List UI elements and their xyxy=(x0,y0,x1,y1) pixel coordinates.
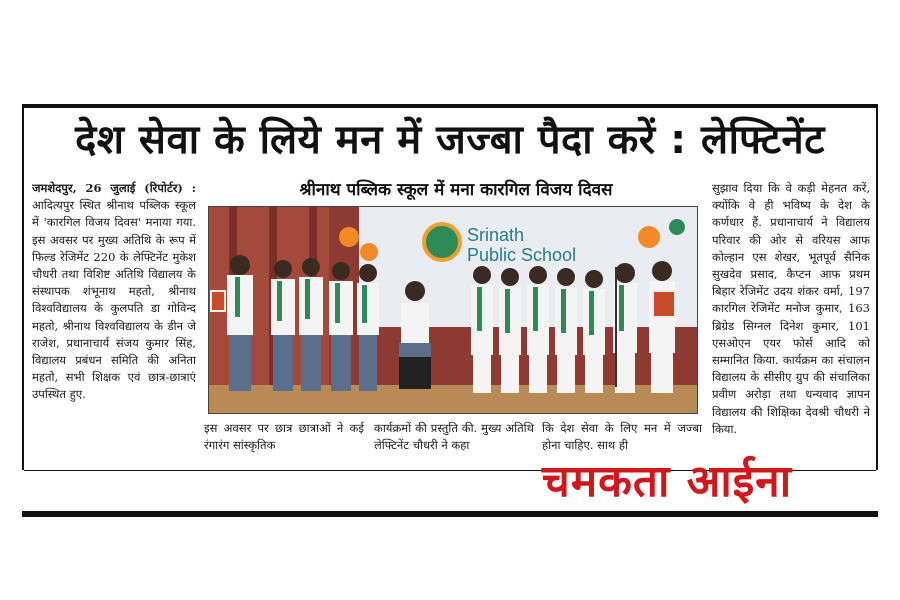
dateline: जमशेदपुर, 26 जुलाई (रिपोर्टर) : xyxy=(32,181,196,195)
right-border xyxy=(876,108,878,470)
column-bottom-2: कार्यक्रमों की प्रस्तुति की. मुख्य अतिथि लेफ्टिनेंट चौधरी ने कहा xyxy=(374,421,534,453)
column-bottom-1: इस अवसर पर छात्र छात्राओं ने कई रंगारंग सांस्कृतिक xyxy=(204,421,364,453)
article-photo xyxy=(208,206,698,414)
banner-text-2: Public School xyxy=(467,245,577,265)
article-column-left xyxy=(32,180,196,465)
banner-text-1: Srinath xyxy=(467,225,525,245)
article-subheadline: श्रीनाथ पब्लिक स्कूल में मना कारगिल विजय दिवस xyxy=(299,180,613,200)
column-left-text: आदित्यपुर स्थित श्रीनाथ पब्लिक स्कूल में 'कारगिल विजय दिवस' मनाया गया. इस अवसर पर मुख्य अतिथि के रूप में फिल्ड रेजिमेंट 220 के लेफ्टिनेंट मुकेश चौधरी तथा विशिष्ट अतिथि विद्यालय के संस्थापक शंभूनाथ महतो, श्रीनाथ विश्वविद्यालय के कुलपति डा गोविन्द महतो, श्रीनाथ विश्वविद्यालय के डीन जे राजेश, प्रधानाचार्य संजय कुमार सिंह, विद्यालय प्रबंधन समिति की अनिता महतो, सभी शिक्षक एवं छात्र-छात्राएं उपस्थित हुए. xyxy=(32,198,196,402)
article-column-right: सुझाव दिया कि वे कड़ी मेहनत करें, क्योंकि वे ही भविष्य के देश के कर्णधार हैं. प्रधानाचार्य ने विद्यालय परिवार की ओर से वरियस आफ कोल्हान एस शेखर, भूतपूर्व सैनिक सुखदेव प्रसाद, कैप्टन आफ प्रथम बिहार रेजिमेंट उदय शंकर वर्मा, 197 कारगिल रेजिमेंट मनोज कुमार, 163 ब्रिग्रेड सिग्नल दिनेश कुमार, 101 एसओएन एयर फोर्स आदि को सम्मानित किया. कार्यक्रम का संचालन विद्यालय के सीसीए ग्रुप की संचालिका प्रवीण अरोड़ा तथा धन्यवाद ज्ञापन विद्यालय की शिक्षिका देवश्री चौधरी ने किया. xyxy=(712,181,870,436)
article-headline: देश सेवा के लिये मन में जज्बा पैदा करें : लेफ्टिनेंट xyxy=(75,117,825,163)
newspaper-brand: चमकता आईना xyxy=(541,456,793,507)
column-bottom-3: कि देश सेवा के लिए मन में जज्बा होना चाहिए. साथ ही xyxy=(542,421,702,453)
bottom-rule xyxy=(22,511,878,517)
